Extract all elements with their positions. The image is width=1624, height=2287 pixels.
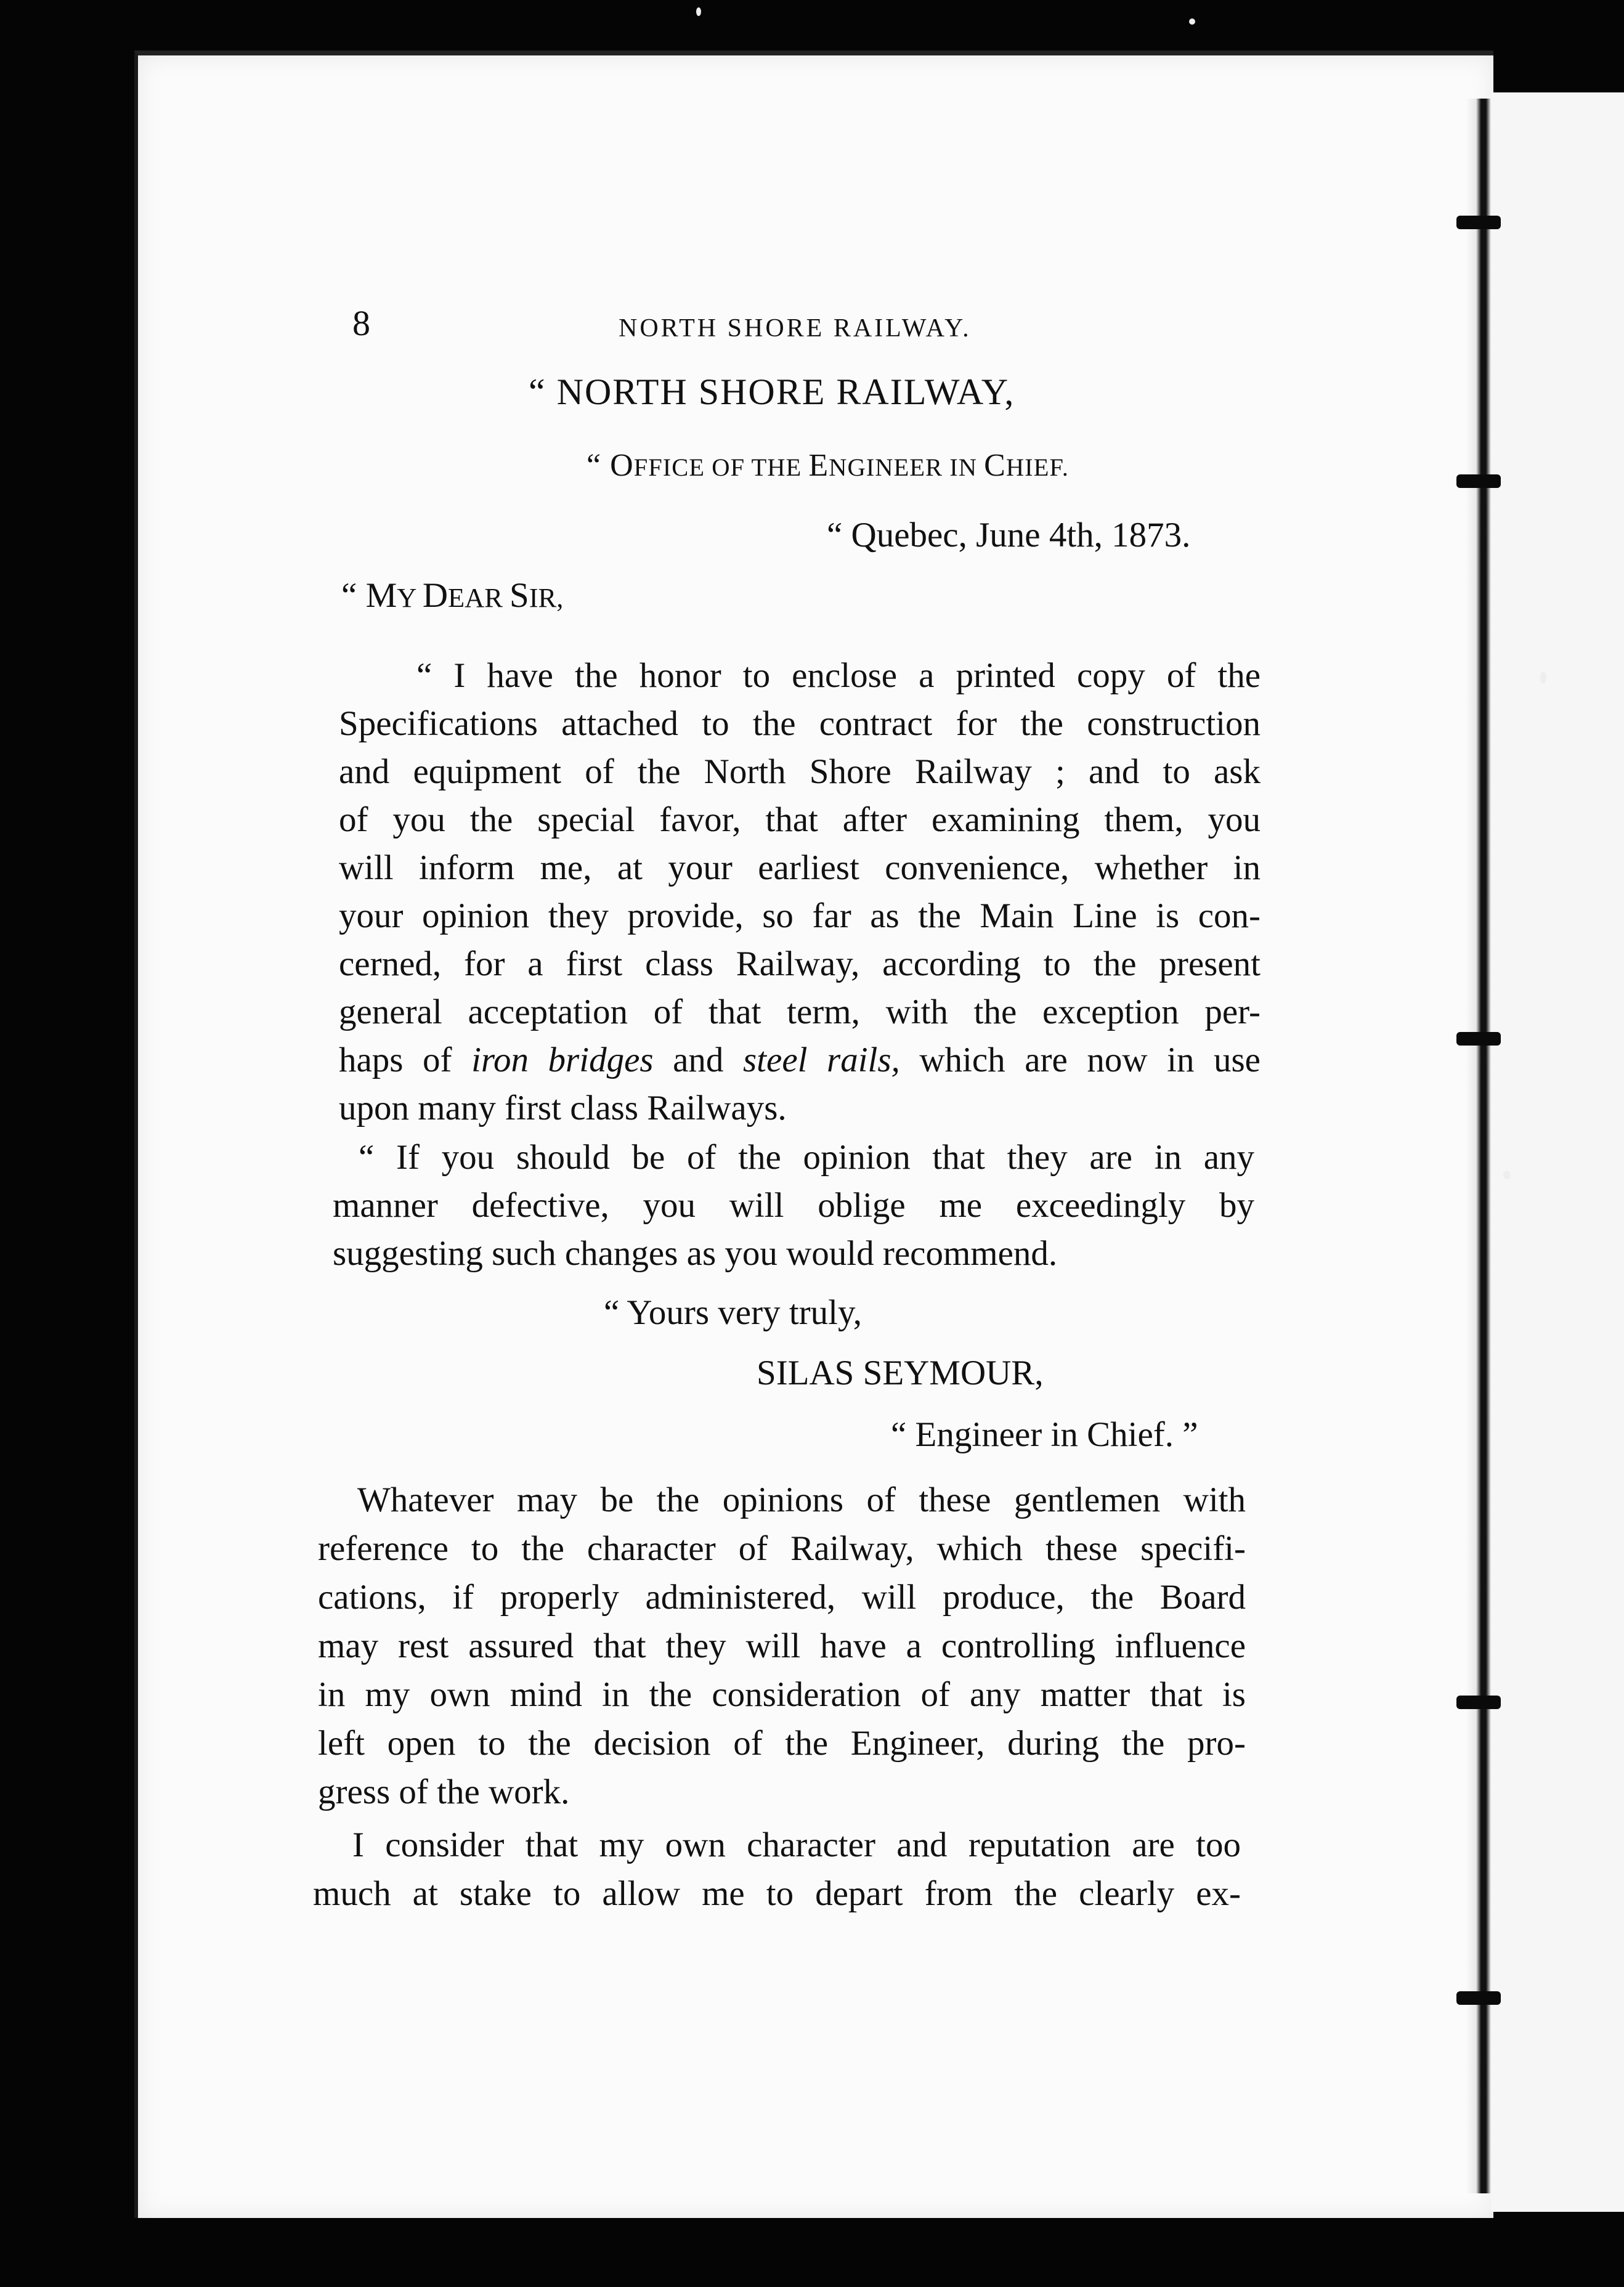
letter-paragraph-1 (339, 658, 1261, 1139)
scan-speck (1189, 18, 1195, 25)
binding-stitch (1456, 1991, 1501, 2005)
text-line: gress of the work. (318, 1773, 570, 1811)
text-line: I consider that my own character and reputation are too (352, 1826, 1241, 1864)
scan-speck (1503, 1171, 1511, 1179)
page-number: 8 (352, 303, 370, 343)
text-line: your opinion they provide, so far as the Main Line is con- (339, 896, 1261, 935)
text-line: Whatever may be the opinions of these gentlemen with (357, 1481, 1246, 1519)
text-line: manner defective, you will oblige me exceedingly by (333, 1186, 1254, 1225)
letter-signature: SILAS SEYMOUR, (757, 1354, 1044, 1392)
text-line: of you the special favor, that after examining them, you (339, 800, 1261, 839)
scan-speck (696, 7, 701, 16)
text-line: upon many first class Railways. (339, 1089, 787, 1127)
book-spine (1466, 99, 1491, 2193)
text-line: cations, if properly administered, will produce, the Board (318, 1578, 1246, 1617)
letter-paragraph-2 (333, 1140, 1254, 1284)
text-line: in my own mind in the consideration of any matter that is (318, 1675, 1246, 1714)
text-line: Specifications attached to the contract for the construction (339, 704, 1261, 743)
binding-stitch (1456, 1696, 1501, 1709)
italic-text: iron bridges (471, 1041, 654, 1079)
letter-heading: “ NORTH SHORE RAILWAY, (529, 372, 1015, 412)
scan-speck (1540, 672, 1546, 684)
text-line: general acceptation of that term, with the exception per- (339, 993, 1261, 1031)
letter-signer-title: “ Engineer in Chief. ” (891, 1415, 1198, 1454)
body-paragraph-1 (318, 1482, 1246, 1823)
text-line: much at stake to allow me to depart from the clearly ex- (313, 1874, 1241, 1913)
text-line: reference to the character of Railway, which these specifi- (318, 1529, 1246, 1568)
adjacent-leaf (1491, 92, 1624, 2212)
letter-closing: “ Yours very truly, (604, 1293, 863, 1332)
text-line: will inform me, at your earliest convenience, whether in (339, 848, 1261, 887)
text-line: haps of iron bridges and steel rails, which are now in use (339, 1041, 1261, 1079)
text-line: left open to the decision of the Engineer, during the pro- (318, 1724, 1246, 1763)
italic-text: steel rails, (743, 1041, 900, 1079)
binding-stitch (1456, 216, 1501, 229)
text-line: “ If you should be of the opinion that they are in any (359, 1138, 1254, 1177)
text-line: cerned, for a first class Railway, according to the present (339, 944, 1261, 983)
letter-office-line: “ OFFICE OF THE ENGINEER IN CHIEF. (587, 448, 1069, 483)
text-line: suggesting such changes as you would recommend. (333, 1234, 1058, 1273)
text-line: may rest assured that they will have a controlling influence (318, 1627, 1246, 1665)
text-line: and equipment of the North Shore Railway ; and to ask (339, 752, 1261, 791)
letter-dateline: “ Quebec, June 4th, 1873. (827, 516, 1191, 554)
binding-stitch (1456, 1032, 1501, 1046)
letter-salutation: “ MY DEAR SIR, (341, 576, 564, 615)
body-paragraph-2 (313, 1827, 1241, 1925)
binding-stitch (1456, 474, 1501, 488)
text-line: “ I have the honor to enclose a printed copy of the (416, 656, 1261, 695)
running-header: NORTH SHORE RAILWAY. (619, 314, 972, 343)
